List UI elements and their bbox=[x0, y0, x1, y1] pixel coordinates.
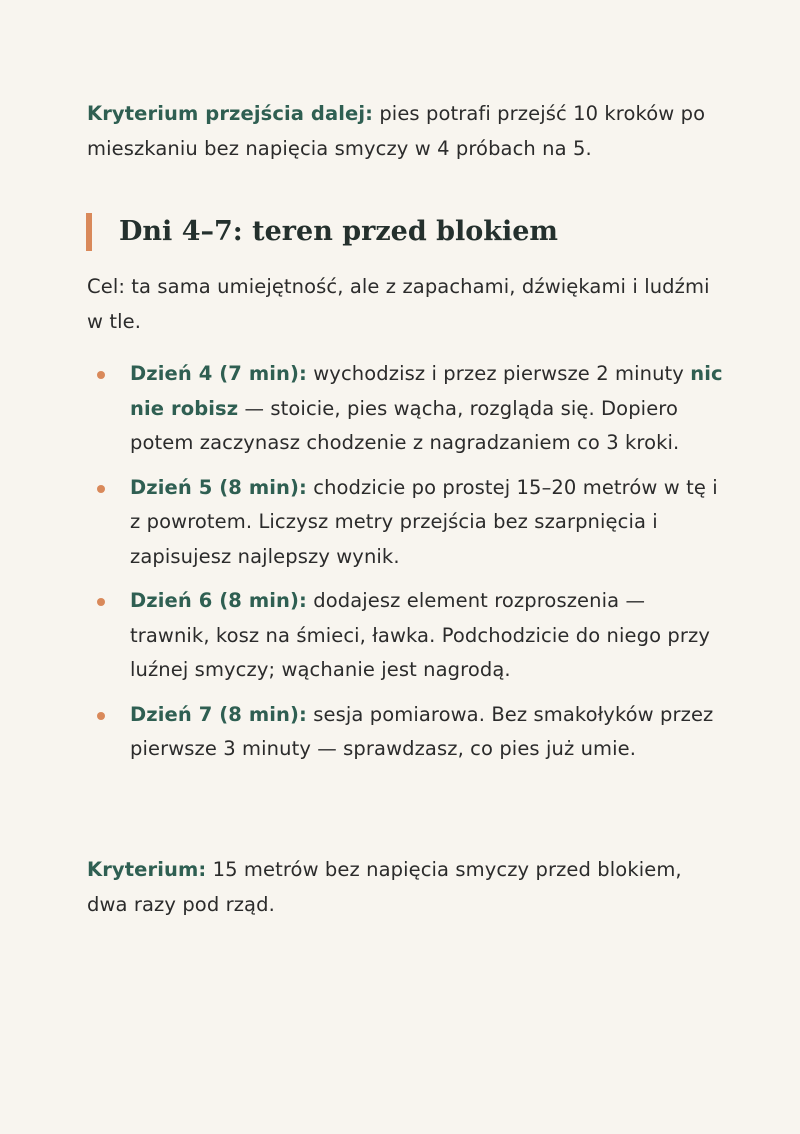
day-text: — stoicie, pies wącha, rozgląda się. Dopiero potem zaczynasz chodzenie z nagradzaniem co 3 kroki. bbox=[130, 396, 680, 454]
final-criterion-paragraph bbox=[87, 853, 727, 922]
list-item-day-7 bbox=[87, 698, 727, 767]
day-label: Dzień 7 (8 min): bbox=[130, 702, 307, 726]
bullet-dot-icon bbox=[97, 485, 105, 493]
list-item-day-4 bbox=[87, 357, 727, 461]
final-criterion-text: 15 metrów bez napięcia smyczy przed blokiem, dwa razy pod rząd. bbox=[87, 858, 682, 916]
list-item-day-5 bbox=[87, 471, 727, 575]
day-emphasis: nic nie robisz bbox=[130, 362, 723, 420]
list-item-day-6 bbox=[87, 584, 727, 688]
day-label: Dzień 5 (8 min): bbox=[130, 475, 307, 499]
day-label: Dzień 6 (8 min): bbox=[130, 589, 307, 612]
heading-accent-bar bbox=[86, 213, 92, 251]
criterion-label: Kryterium przejścia dalej: bbox=[87, 102, 374, 125]
bullet-dot-icon bbox=[97, 598, 105, 606]
day-list bbox=[87, 357, 727, 777]
section-heading: Dni 4–7: teren przed blokiem bbox=[119, 216, 558, 247]
day-label: Dzień 4 (7 min): bbox=[130, 362, 307, 385]
day-text: chodzicie po prostej 15–20 metrów w tę i z powrotem. Liczysz metry przejścia bez szarpnięcia i zapisujesz najlepszy wynik. bbox=[130, 475, 718, 568]
criterion-paragraph bbox=[87, 97, 727, 166]
final-criterion-label: Kryterium: bbox=[87, 858, 207, 881]
day-text: wychodzisz i przez pierwsze 2 minuty bbox=[306, 362, 691, 385]
goal-paragraph: Cel: ta sama umiejętność, ale z zapachami, dźwiękami i ludźmi w tle. bbox=[87, 275, 710, 333]
section-heading-block bbox=[86, 212, 726, 252]
bullet-dot-icon bbox=[97, 712, 105, 720]
day-text: sesja pomiarowa. Bez smakołyków przez pierwsze 3 minuty — sprawdzasz, co pies już umie. bbox=[130, 702, 714, 760]
bullet-dot-icon bbox=[97, 371, 105, 379]
day-text: dodajesz element rozproszenia — trawnik, kosz na śmieci, ławka. Podchodzicie do niego przy luźnej smyczy; wąchanie jest nagrodą. bbox=[130, 589, 711, 681]
criterion-text: pies potrafi przejść 10 kroków po mieszkaniu bez napięcia smyczy w 4 próbach na 5. bbox=[87, 102, 706, 160]
